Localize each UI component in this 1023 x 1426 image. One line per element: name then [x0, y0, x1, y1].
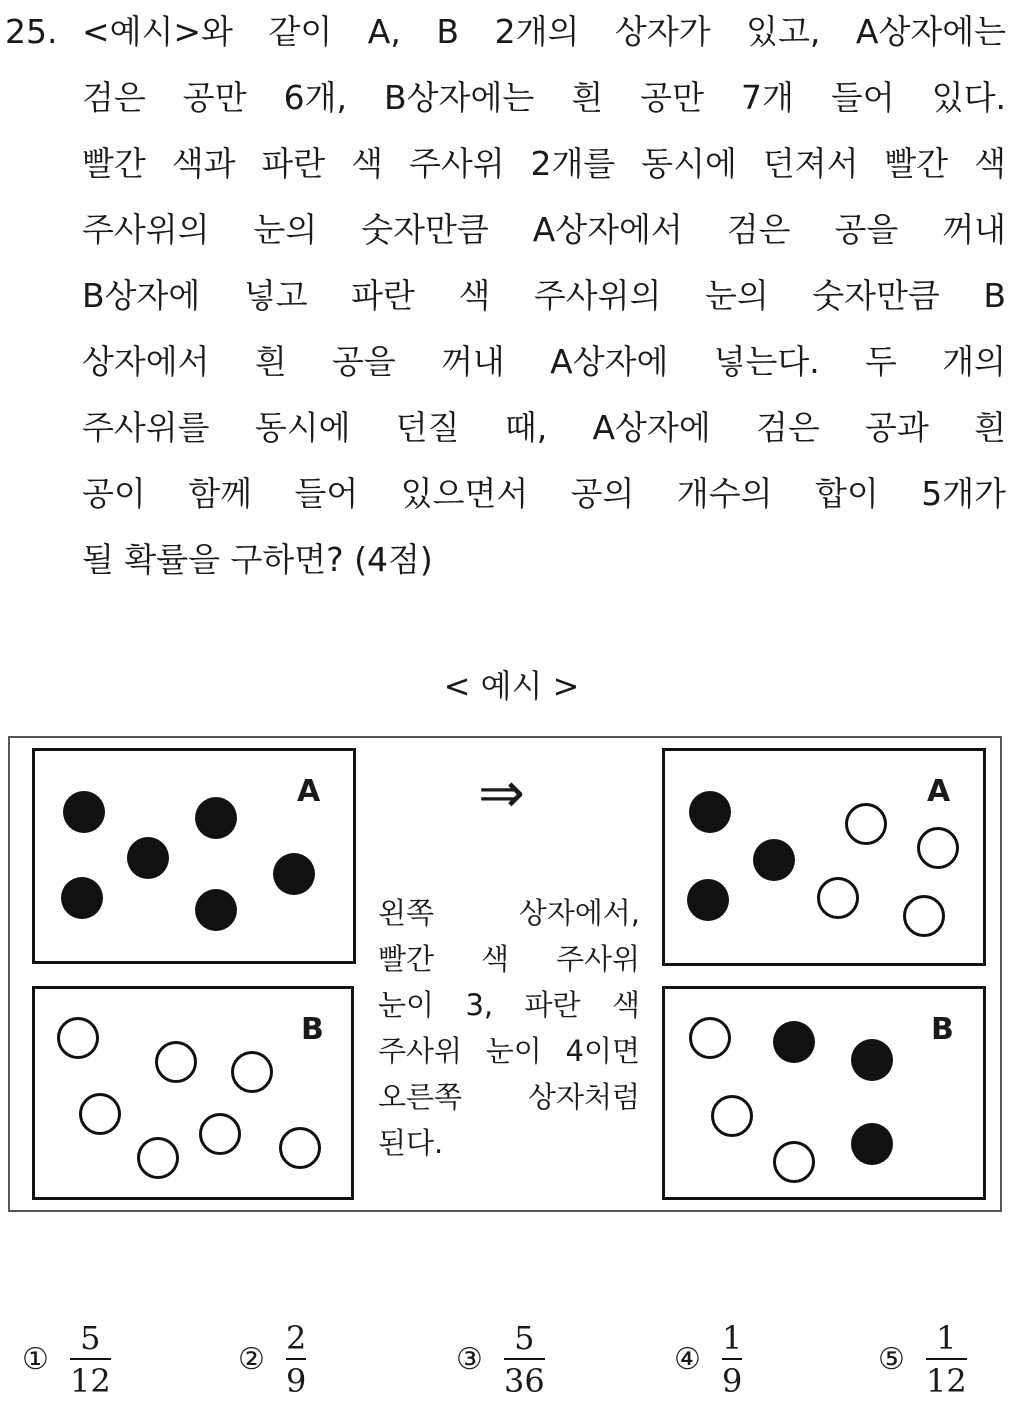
box-a-after — [662, 748, 986, 966]
ball — [137, 1137, 179, 1179]
choice-mark: ⑤ — [878, 1342, 905, 1377]
caption-line: 주사위 눈이 4이면 — [378, 1034, 640, 1068]
ball — [817, 877, 859, 919]
ball — [773, 1141, 815, 1183]
caption-line: 눈이 3, 파란 색 — [378, 988, 640, 1022]
caption-line: 빨간 색 주사위 — [378, 942, 640, 976]
caption-line: 오른쪽 상자처럼 — [378, 1080, 640, 1114]
choice-fraction — [722, 1320, 742, 1400]
fraction-denominator: 9 — [722, 1362, 743, 1400]
fraction-bar — [70, 1358, 111, 1360]
fraction-bar — [504, 1358, 545, 1360]
box-b-before — [32, 986, 354, 1200]
ball — [79, 1093, 121, 1135]
ball — [63, 791, 105, 833]
ball — [773, 1021, 815, 1063]
fraction-numerator: 1 — [722, 1319, 743, 1357]
fraction-denominator: 9 — [286, 1362, 307, 1400]
ball — [845, 803, 887, 845]
ball — [155, 1041, 197, 1083]
ball — [195, 797, 237, 839]
ball — [61, 877, 103, 919]
fraction-denominator: 12 — [70, 1362, 111, 1400]
ball — [231, 1051, 273, 1093]
fraction-bar — [926, 1358, 967, 1360]
ball — [753, 839, 795, 881]
question-number: 25. — [5, 12, 58, 51]
fraction-numerator: 5 — [514, 1319, 535, 1357]
question-line: 빨간 색과 파란 색 주사위 2개를 동시에 던져서 빨간 색 — [82, 144, 1006, 183]
ball — [687, 879, 729, 921]
question-line: 주사위를 동시에 던질 때, A상자에 검은 공과 흰 — [82, 408, 1006, 447]
box-a-label: A — [927, 774, 951, 809]
ball — [57, 1017, 99, 1059]
figure-title: < 예시 > — [443, 667, 580, 705]
ball — [279, 1127, 321, 1169]
fraction-numerator: 1 — [936, 1319, 957, 1357]
ball — [689, 791, 731, 833]
ball — [199, 1113, 241, 1155]
box-b-label: B — [301, 1012, 324, 1047]
question-line: 주사위의 눈의 숫자만큼 A상자에서 검은 공을 꺼내 — [82, 210, 1006, 249]
caption-line: 왼쪽 상자에서, — [378, 896, 640, 930]
ball — [273, 853, 315, 895]
choice-fraction — [504, 1320, 545, 1400]
fraction-numerator: 5 — [80, 1319, 101, 1357]
fraction-numerator: 2 — [286, 1319, 307, 1357]
ball — [851, 1039, 893, 1081]
choice-mark: ④ — [674, 1342, 701, 1377]
choice-fraction — [926, 1320, 967, 1400]
question-line: 검은 공만 6개, B상자에는 흰 공만 7개 들어 있다. — [82, 78, 1006, 117]
ball — [689, 1017, 731, 1059]
arrow-icon: ⇒ — [478, 761, 525, 826]
box-b-label: B — [931, 1012, 954, 1047]
question-line: 상자에서 흰 공을 꺼내 A상자에 넣는다. 두 개의 — [82, 342, 1006, 381]
question-line: B상자에 넣고 파란 색 주사위의 눈의 숫자만큼 B — [82, 276, 1006, 315]
ball — [127, 837, 169, 879]
fraction-denominator: 36 — [504, 1362, 545, 1400]
question-line: 될 확률을 구하면? (4점) — [82, 540, 433, 579]
fraction-bar — [286, 1358, 306, 1360]
box-a-before — [32, 748, 356, 964]
box-a-label: A — [297, 774, 321, 809]
question-line: <예시>와 같이 A, B 2개의 상자가 있고, A상자에는 — [82, 12, 1006, 51]
choice-mark: ② — [238, 1342, 265, 1377]
fraction-denominator: 12 — [926, 1362, 967, 1400]
ball — [903, 895, 945, 937]
ball — [195, 889, 237, 931]
question-line: 공이 함께 들어 있으면서 공의 개수의 합이 5개가 — [82, 474, 1006, 513]
choice-fraction — [286, 1320, 306, 1400]
ball — [851, 1123, 893, 1165]
choice-fraction — [70, 1320, 111, 1400]
ball — [711, 1095, 753, 1137]
ball — [917, 827, 959, 869]
box-b-after — [662, 986, 986, 1200]
choice-mark: ③ — [456, 1342, 483, 1377]
figure-caption — [378, 890, 640, 1166]
fraction-bar — [722, 1358, 742, 1360]
caption-line: 된다. — [378, 1126, 444, 1160]
choice-mark: ① — [22, 1342, 49, 1377]
